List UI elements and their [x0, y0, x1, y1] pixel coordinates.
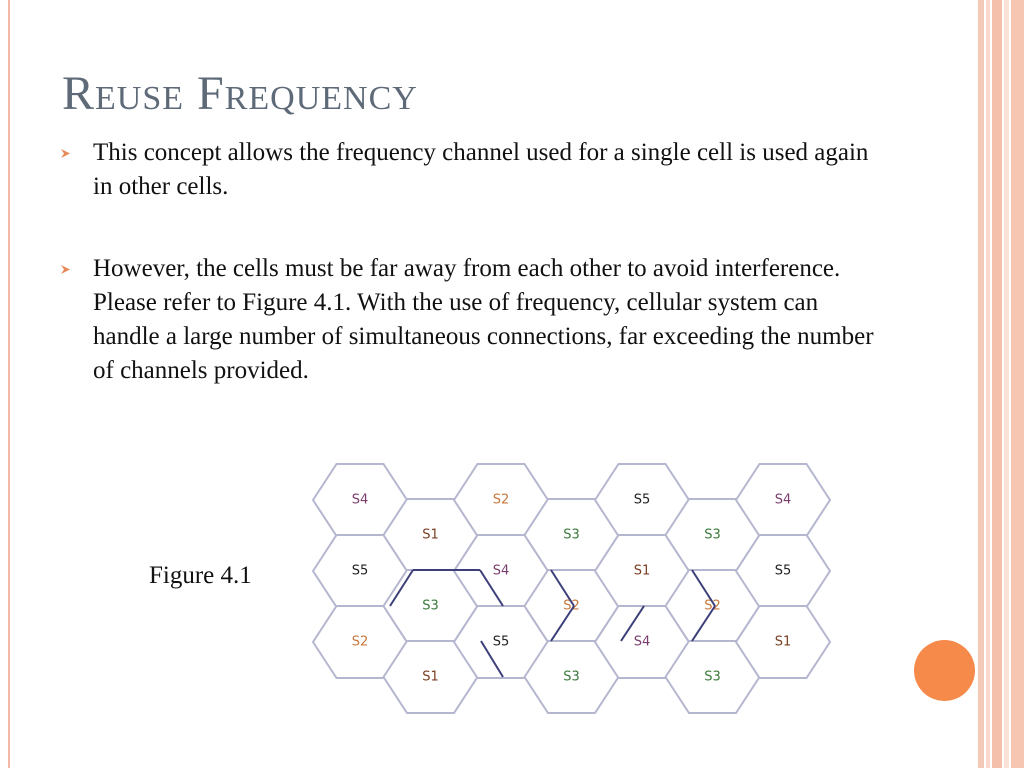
left-border-line [8, 0, 10, 768]
cell-label: S1 [633, 563, 651, 579]
cell-label: S4 [774, 492, 792, 508]
right-border-stripe [992, 0, 1002, 768]
cell-label: S1 [422, 669, 439, 685]
hexagon-cell-diagram [300, 458, 840, 720]
bullet-item [60, 136, 880, 204]
cell-label: S3 [563, 527, 580, 543]
right-border-stripe [978, 0, 984, 768]
figure-caption: Figure 4.1 [149, 562, 252, 589]
bullet-list [60, 136, 880, 388]
cell-label: S3 [704, 527, 721, 543]
cell-label: S4 [633, 634, 651, 650]
bullet-text: This concept allows the frequency channel used for a single cell is used again in other cells. [93, 139, 869, 200]
cell-label: S2 [492, 492, 510, 508]
bullet-item [60, 252, 880, 388]
cell-label: S5 [633, 492, 651, 508]
cell-label: S1 [774, 634, 792, 650]
bullet-text: However, the cells must be far away from each other to avoid interference. Please refer to Figure 4.1. With the use of frequency, cellular system can handle a large number of simultaneous connections, far exceeding the number of channels provided. [93, 255, 874, 384]
slide-title: Reuse Frequency [62, 67, 418, 120]
cell-label: S2 [351, 634, 369, 650]
right-border-stripe [1004, 0, 1009, 768]
arrow-bullet-icon [60, 148, 71, 159]
right-border-stripe [1011, 0, 1024, 768]
cell-label: S3 [563, 669, 580, 685]
cell-label: S3 [422, 598, 439, 614]
cell-label: S2 [704, 598, 721, 614]
arrow-bullet-icon [60, 264, 71, 275]
cell-label: S3 [704, 669, 721, 685]
cell-label: S5 [774, 563, 792, 579]
cell-label: S5 [492, 634, 510, 650]
right-border-stripe [986, 0, 990, 768]
cell-label: S5 [351, 563, 369, 579]
cell-label: S2 [563, 598, 580, 614]
cell-label: S4 [351, 492, 369, 508]
cell-label: S1 [422, 527, 439, 543]
cell-label: S4 [492, 563, 510, 579]
decorative-orange-circle [914, 640, 975, 701]
